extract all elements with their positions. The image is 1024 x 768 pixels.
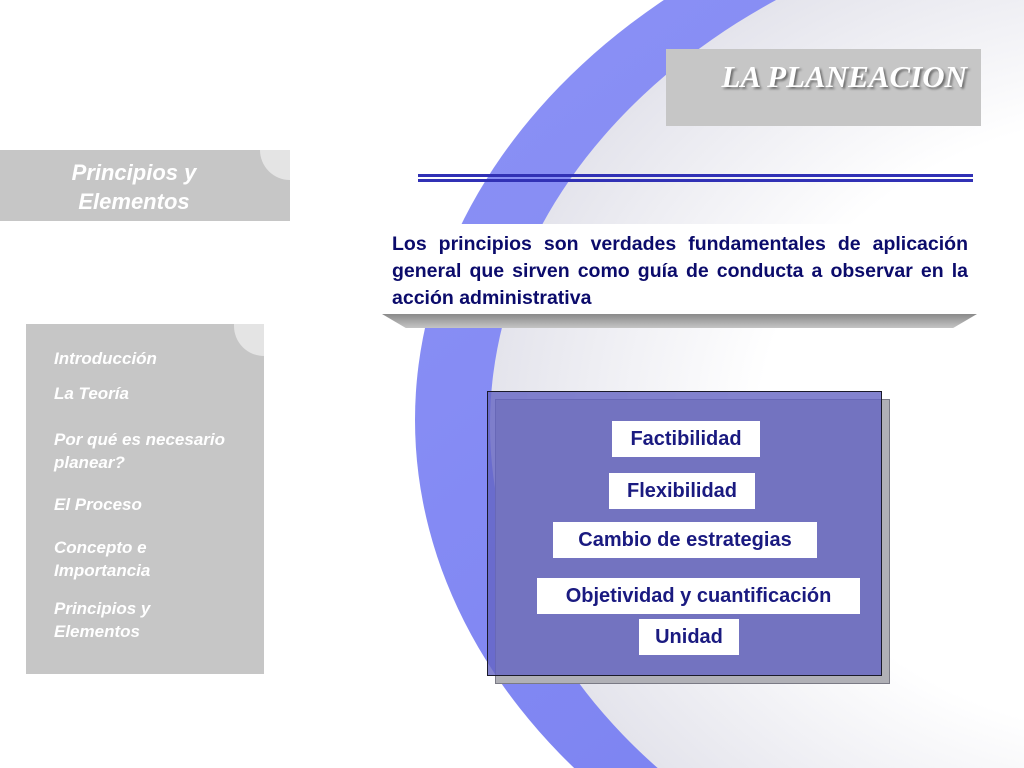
nav-item-label-line-1: Concepto e [54,538,147,557]
nav-item-label-line-2: Elementos [54,622,140,641]
principle-flexibilidad: Flexibilidad [609,473,755,509]
section-tab-label [0,158,268,216]
nav-item-label: Introducción [54,349,157,368]
principle-objetividad: Objetividad y cuantificación [537,578,860,614]
section-tab-line-2: Elementos [78,189,190,214]
nav-item-label: La Teoría [54,384,129,403]
principle-factibilidad: Factibilidad [612,421,760,457]
nav-item-proceso[interactable] [54,493,264,516]
principle-unidad: Unidad [639,619,739,655]
title-box [666,49,981,126]
nav-item-label-line-2: planear? [54,453,125,472]
principles-box [487,391,882,676]
nav-item-label-line-1: Principios y [54,599,151,618]
section-tab-line-1: Principios y [71,160,197,185]
nav-item-introduccion[interactable] [54,347,264,370]
nav-item-label-line-1: Por qué es necesario [54,430,226,449]
nav-item-principios[interactable] [54,597,264,643]
nav-item-por-que-planear[interactable] [54,428,264,474]
definition-box [382,224,977,314]
page-title: LA PLANEACION [721,59,967,94]
divider-line-top [418,174,973,177]
nav-panel [26,324,264,674]
principle-cambio-estrategias: Cambio de estrategias [553,522,817,558]
definition-box-bevel [382,314,977,328]
section-tab [0,150,290,221]
nav-item-label: El Proceso [54,495,142,514]
nav-item-concepto[interactable] [54,536,264,582]
nav-item-label-line-2: Importancia [54,561,151,580]
nav-item-teoria[interactable] [54,382,264,405]
definition-text: Los principios son verdades fundamentales de aplicación general que sirven como guía de conducta a observar en la acción administrativa [392,233,968,309]
divider-line-bottom [418,179,973,182]
